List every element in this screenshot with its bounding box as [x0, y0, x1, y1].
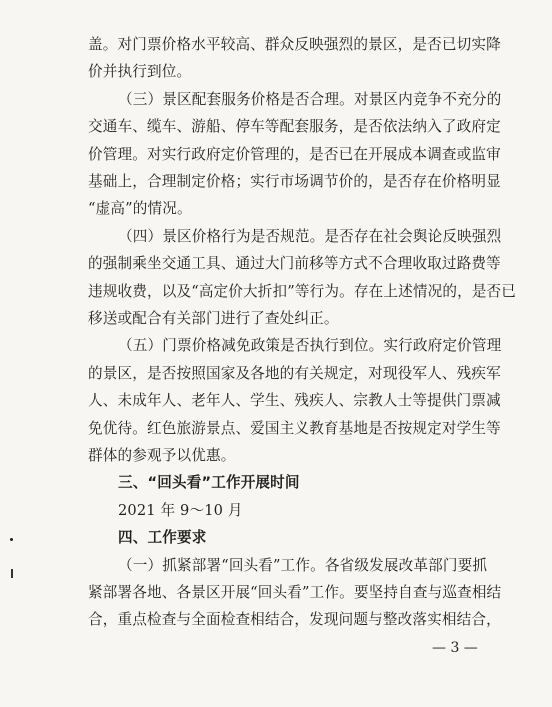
text-line: 价并执行到位。: [88, 63, 192, 81]
text-line: “虚高”的情况。: [88, 200, 192, 218]
text-line: 紧部署各地、各景区开展“回头看”工作。要坚持自查与巡查相结: [88, 584, 502, 601]
text-line: 违规收费，以及“高定价大折扣”等行为。存在上述情况的，是否已: [88, 282, 517, 300]
margin-mark-bar: [11, 569, 13, 578]
text-line: 人、未成年人、老年人、学生、残疾人、宗教人士等提供门票减: [88, 392, 501, 410]
text-line: 价管理。对实行政府定价管理的，是否已在开展成本调查或监审: [88, 145, 501, 163]
text-line: 移送或配合有关部门进行了查处纠正。: [88, 310, 339, 327]
text-line: 盖。对门票价格水平较高、群众反映强烈的景区，是否已切实降: [88, 36, 501, 53]
section-heading-5: （五）门票价格减免政策是否执行到位。实行政府定价管理: [118, 337, 502, 355]
heading-requirements: 四、工作要求: [118, 529, 207, 547]
text-line: 群体的参观予以优惠。: [88, 447, 236, 464]
section-heading-4: （四）景区价格行为是否规范。是否存在社会舆论反映强烈: [118, 227, 502, 245]
text-line: 合，重点检查与全面检查相结合，发现问题与整改落实相结合，: [88, 611, 501, 629]
text-line: 的景区，是否按照国家及各地的有关规定，对现役军人、残疾军: [88, 364, 501, 382]
page-number: — 3 —: [432, 640, 478, 656]
section-heading-1: （一）抓紧部署“回头看”工作。各省级发展改革部门要抓: [118, 556, 488, 574]
section-heading-3: （三）景区配套服务价格是否合理。对景区内竞争不充分的: [118, 90, 502, 108]
margin-mark-dot: [10, 538, 13, 541]
text-line: 的强制乘坐交通工具、通过大门前移等方式不合理收取过路费等: [88, 255, 501, 273]
review-period: 2021 年 9～10 月: [118, 501, 243, 519]
text-line: 基础上，合理制定价格；实行市场调节价的，是否存在价格明显: [88, 173, 501, 190]
text-line: 交通车、缆车、游船、停车等配套服务，是否依法纳入了政府定: [88, 118, 501, 136]
heading-review-time: 三、“回头看”工作开展时间: [118, 474, 300, 492]
text-line: 免优待。红色旅游景点、爱国主义教育基地是否按规定对学生等: [88, 419, 501, 437]
